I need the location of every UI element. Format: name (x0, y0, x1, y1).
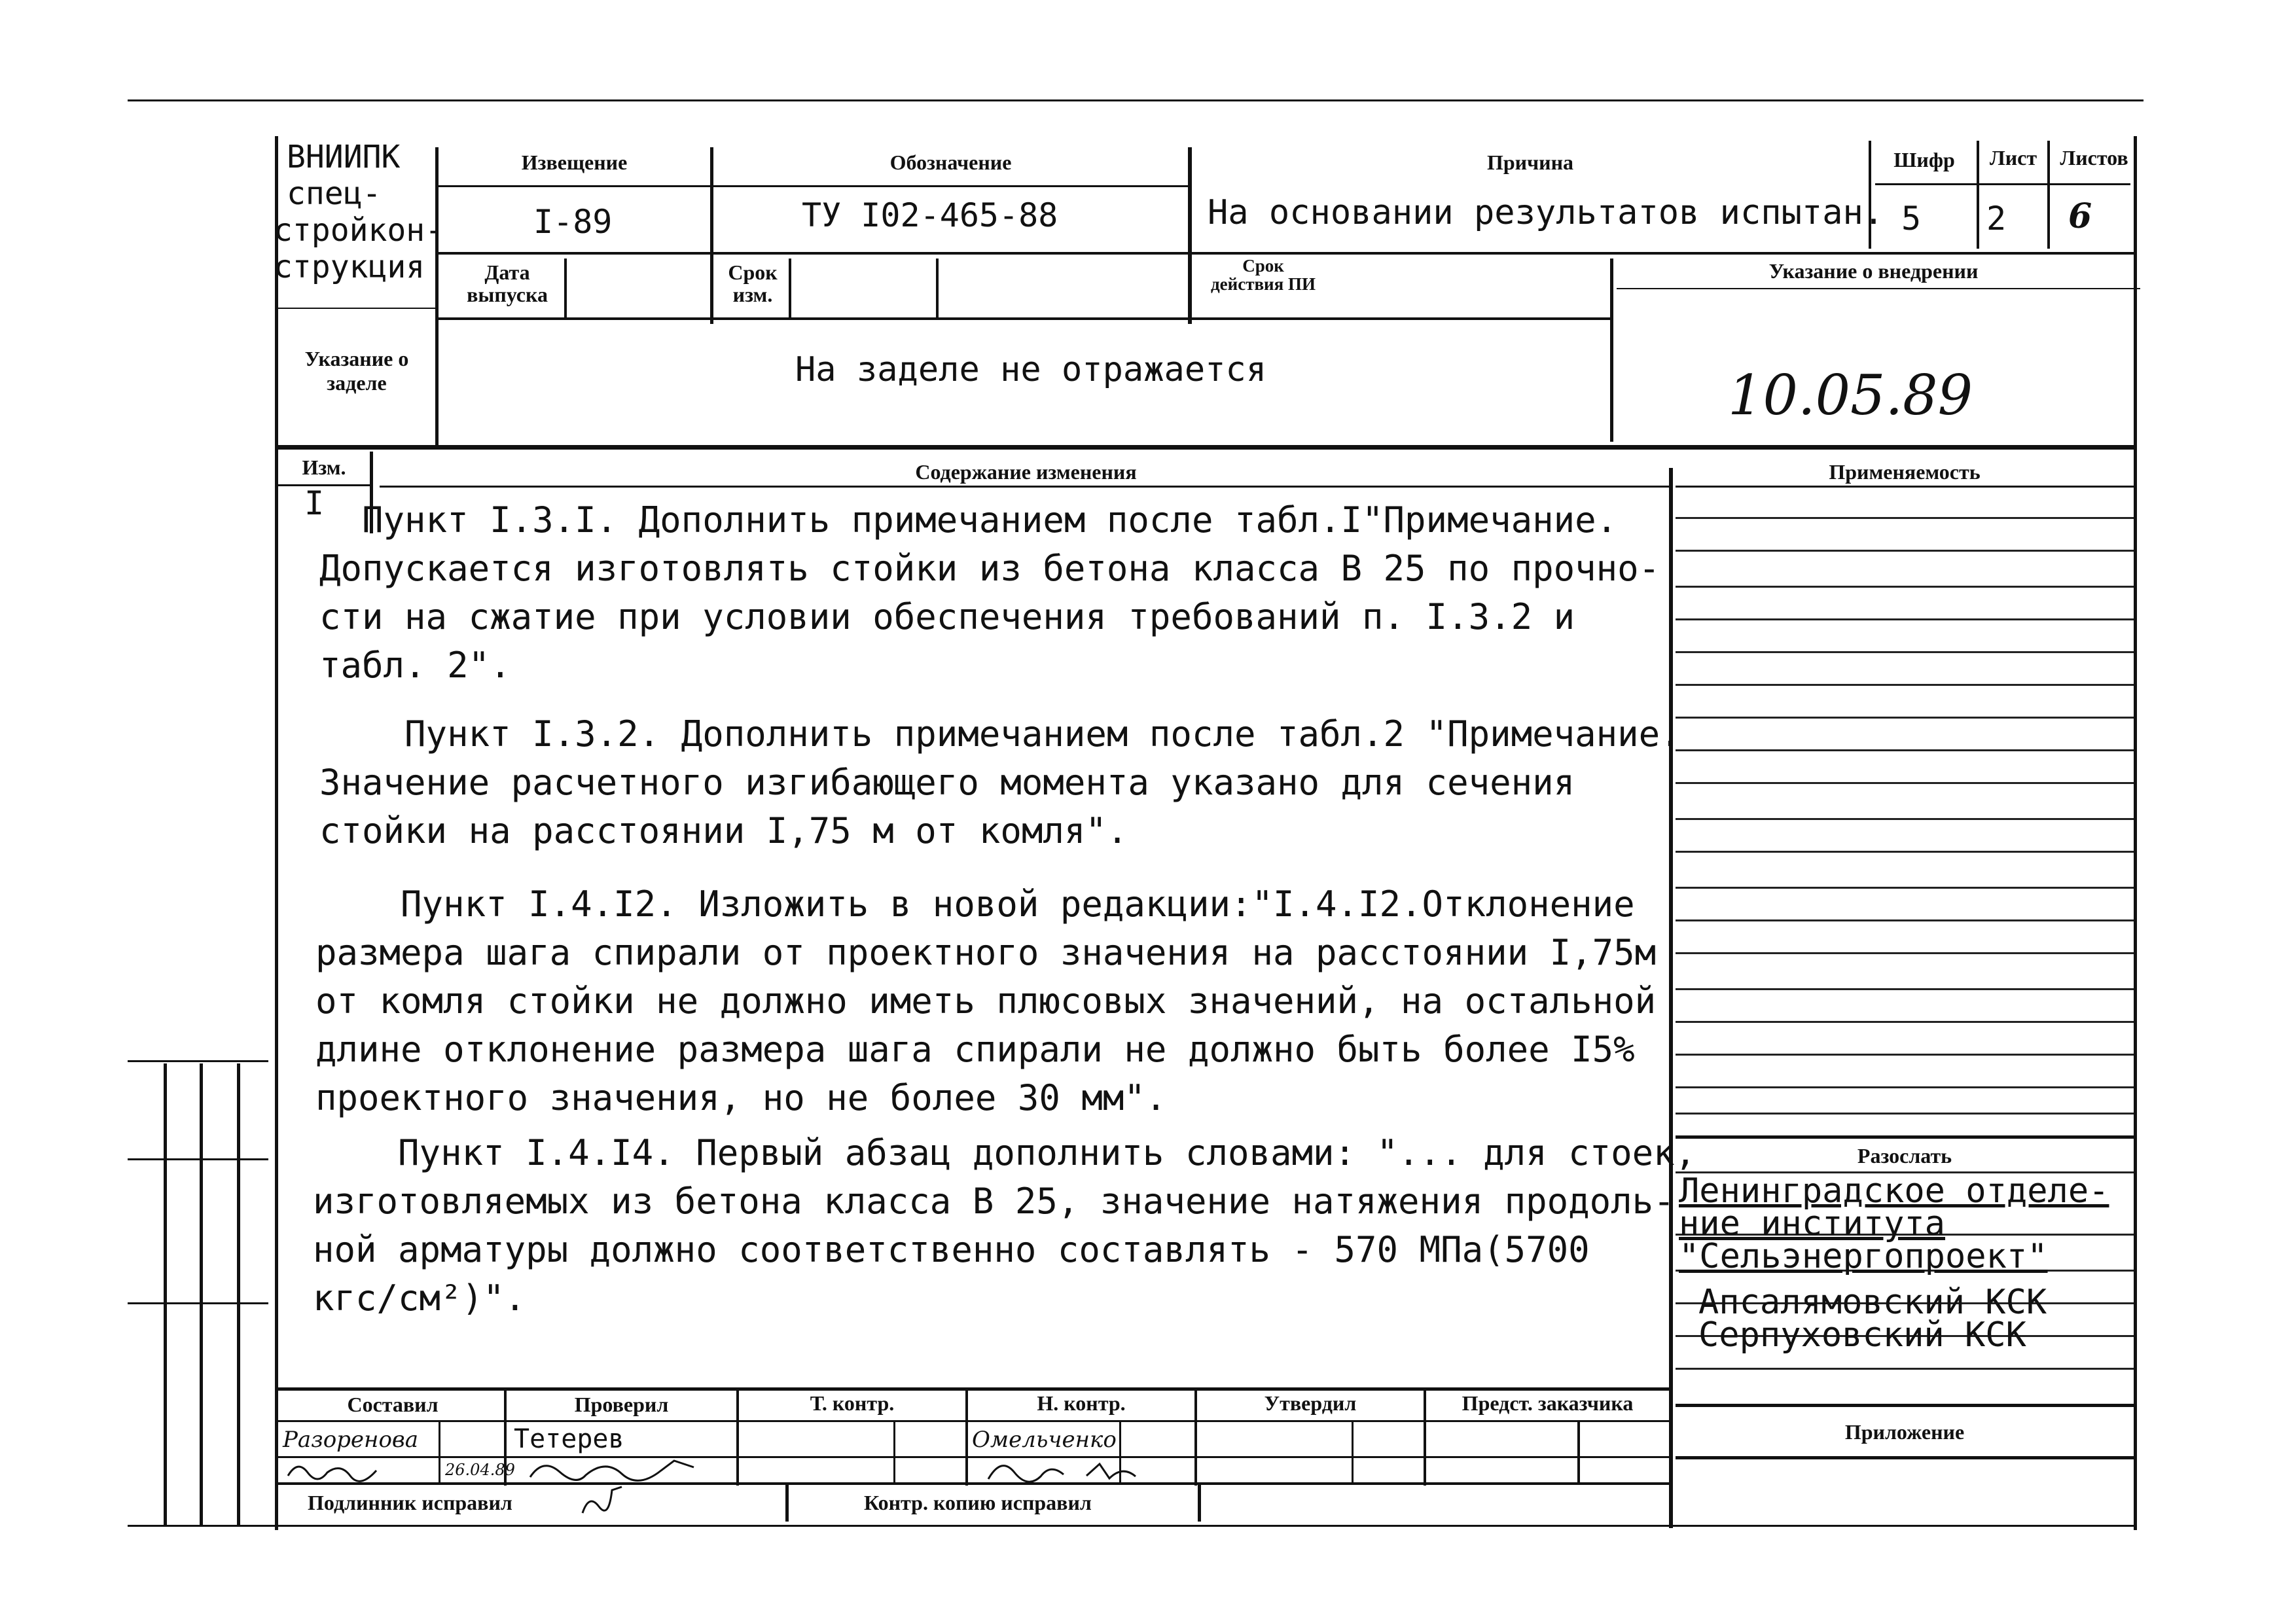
validity-label: Срок действия ПИ (1211, 256, 1316, 294)
approved-signature (1086, 1464, 1136, 1478)
row-line (1676, 550, 2134, 552)
rule (439, 185, 710, 187)
checked-name: Тетерев (514, 1424, 624, 1454)
rule (1676, 1404, 2134, 1407)
content-label: Содержание изменения (915, 460, 1137, 484)
row-line (1676, 1054, 2134, 1056)
org-line1: ВНИИПК (287, 139, 401, 175)
norm-control-name: Омельченко (972, 1427, 1117, 1453)
row-line (1676, 919, 2134, 921)
tech-control-label: Т. контр. (810, 1391, 895, 1415)
rule (128, 1525, 2137, 1527)
divider (1577, 1420, 1580, 1482)
norm-control-signature (988, 1466, 1064, 1482)
row-line (1676, 684, 2134, 686)
divider (200, 1063, 203, 1525)
right-border (2134, 136, 2137, 1530)
distribution-recipient-3: "Сельэнергопроект" (1679, 1237, 2048, 1276)
rule (128, 1302, 268, 1304)
distribution-recipient-4: Апсалямовский КСК (1698, 1283, 2047, 1322)
change-paragraph-4: Пункт I.4.I4. Первый абзац дополнить словами: "... для стоек, изготовляемых из бетона класса В 25, значение натяжения продоль- ной арматуры должно соответственно составлять - 570 МПа(5700 кгс/см²)". (313, 1132, 1696, 1319)
original-corrected-label: Подлинник исправил (308, 1491, 512, 1514)
compiled-name: Разоренова (283, 1427, 418, 1453)
rule (275, 445, 2137, 450)
row-line (1676, 818, 2134, 820)
top-border (128, 99, 2144, 101)
customer-rep-label: Предст. заказчика (1462, 1391, 1634, 1415)
implementation-date: 10.05.89 (1728, 363, 1973, 427)
rule (439, 252, 2134, 255)
rule (380, 486, 1672, 488)
distribution-recipient-5: Серпуховский КСК (1698, 1315, 2026, 1355)
change-no-label: Изм. (302, 455, 346, 479)
org-line4: струкция (274, 249, 425, 285)
implementation-label: Указание о внедрении (1768, 259, 1979, 283)
rule (1617, 288, 2140, 289)
rule (278, 1420, 1669, 1422)
designation-value: ТУ I02-465-88 (802, 196, 1058, 234)
rule (128, 1060, 268, 1062)
change-paragraph-2: Пункт I.3.2. Дополнить примечанием после табл.2 "Примечание. Значение расчетного изгибающего момента указано для сечения стойки на расстоянии I,75 м от комля". (319, 713, 1681, 851)
notice-label: Извещение (521, 151, 628, 174)
signature-scribbles (281, 1456, 1263, 1486)
original-corrected-signature (576, 1480, 635, 1520)
row-line (1676, 782, 2134, 784)
applicability-label: Применяемость (1829, 460, 1981, 484)
organization-name (274, 139, 444, 285)
row-line (1676, 717, 2134, 719)
change-no-value: I (304, 484, 325, 522)
org-line2: спец- (287, 175, 382, 212)
distribution-recipient-2: ние института (1679, 1204, 1945, 1243)
change-paragraph-3: Пункт I.4.I2. Изложить в новой редакции:"I.4.I2.Отклонение размера шага спирали от проектного значения на расстоянии I,75м от комля стойки не должно иметь плюсовых значений, на остальной длине отклонение размера шага спирали не должно быть более I5% проектного значения, но не более 30 мм". (315, 883, 1657, 1118)
checked-signature (530, 1461, 694, 1480)
divider (564, 259, 567, 317)
rule (713, 185, 1188, 187)
issue-date-label: Дата выпуска (467, 260, 548, 306)
backlog-value: На заделе не отражается (795, 350, 1267, 389)
reason-label: Причина (1486, 151, 1574, 174)
checked-label: Проверил (574, 1393, 669, 1416)
compiled-signature (288, 1467, 376, 1481)
row-line (1676, 952, 2134, 954)
row-line (1676, 988, 2134, 990)
row-line (1676, 887, 2134, 889)
cipher-label: Шифр (1893, 148, 1955, 171)
sheet-label: Лист (1989, 146, 2037, 169)
row-line (1676, 586, 2134, 588)
divider (237, 1063, 240, 1525)
backlog-label: Указание о заделе (304, 347, 409, 395)
distribution-recipient-1: Ленинградское отделе- (1679, 1171, 2109, 1211)
rule (275, 308, 435, 309)
sheets-label: Листов (2060, 146, 2128, 169)
rule (1875, 183, 2130, 185)
compiled-date: 26.04.89 (445, 1461, 515, 1479)
distribution-label: Разослать (1857, 1144, 1952, 1168)
rule (278, 1387, 1669, 1391)
rule (1676, 1456, 2134, 1459)
compiled-label: Составил (347, 1393, 439, 1416)
divider (1669, 468, 1673, 1528)
reason-value: На основании результатов испытан. (1208, 193, 1884, 232)
attachment-label: Приложение (1844, 1420, 1965, 1444)
rule (128, 1158, 268, 1160)
row-line (1676, 1086, 2134, 1088)
row-line (1676, 1021, 2134, 1023)
divider (1198, 1482, 1201, 1522)
sheet-value: 2 (1986, 200, 2007, 238)
designation-label: Обозначение (889, 151, 1012, 174)
copy-corrected-label: Контр. копию исправил (864, 1491, 1092, 1514)
row-line (1676, 1113, 2134, 1115)
cipher-value: 5 (1901, 200, 1922, 238)
approved-label: Утвердил (1264, 1391, 1357, 1415)
row-line (1676, 618, 2134, 620)
divider (936, 259, 939, 317)
row-line (1676, 651, 2134, 653)
row-line (1676, 851, 2134, 853)
row-line (1676, 517, 2134, 519)
divider (1610, 259, 1613, 442)
divider (785, 1482, 789, 1522)
org-line3: стройкон- (274, 212, 444, 249)
row-line (1676, 749, 2134, 751)
sheets-value: 6 (2068, 196, 2092, 236)
norm-control-label: Н. контр. (1037, 1391, 1126, 1415)
row-line (1676, 1368, 2134, 1370)
left-border (275, 136, 278, 1530)
change-term-label: Срок изм. (728, 260, 778, 306)
divider (1352, 1420, 1354, 1482)
notice-value: I-89 (533, 203, 613, 241)
rule (1676, 486, 2134, 488)
change-paragraph-1: Пункт I.3.I. Дополнить примечанием после табл.I"Примечание. Допускается изготовлять стойки из бетона класса В 25 по прочно- сти на сжатие при условии обеспечения требований п. I.3.2 и табл. 2". (319, 499, 1660, 686)
rule (439, 317, 1610, 320)
rule (1676, 1135, 2134, 1139)
divider (164, 1063, 167, 1525)
divider (789, 259, 791, 317)
